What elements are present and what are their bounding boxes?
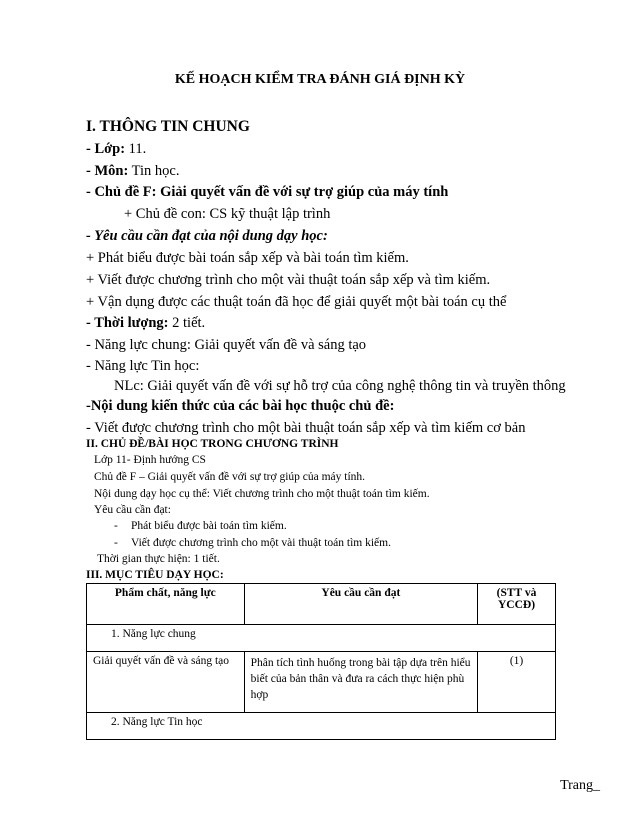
section2-bullet: Phát biểu được bài toán tìm kiếm. <box>131 520 287 532</box>
nangluc-tinhoc-line: - Năng lực Tin học: <box>86 358 200 374</box>
table-header: Phẩm chất, năng lực <box>87 584 245 625</box>
section3-heading: III. MỤC TIÊU DẠY HỌC: <box>86 569 224 581</box>
chude-line: - Chủ đề F: Giải quyết vấn đề với sự trợ giúp của máy tính <box>86 184 449 200</box>
section2-heading: II. CHỦ ĐỀ/BÀI HỌC TRONG CHƯƠNG TRÌNH <box>86 438 339 450</box>
noidung-heading: -Nội dung kiến thức của các bài học thuộc chủ đề: <box>86 398 395 414</box>
lop-line <box>86 141 146 158</box>
thoiluong-value: 2 tiết. <box>168 315 206 331</box>
section2-line: Lớp 11- Định hướng CS <box>94 454 206 466</box>
yeucau-item: + Vận dụng được các thuật toán đã học để giải quyết một bài toán cụ thể <box>86 294 507 310</box>
nlc-line: NLc: Giải quyết vấn đề với sự hỗ trợ của công nghệ thông tin và truyền thông <box>114 378 566 394</box>
table-header-row <box>87 584 556 625</box>
lop-value: 11. <box>125 141 147 157</box>
table-group-row <box>87 625 556 652</box>
noidung-item: - Viết được chương trình cho một bài thuật toán sắp xếp và tìm kiếm cơ bản <box>86 420 526 436</box>
lop-label: - Lớp: <box>86 141 126 157</box>
mon-label: - Môn: <box>86 163 129 179</box>
section2-time: Thời gian thực hiện: 1 tiết. <box>97 553 220 565</box>
page-number: Trang_ <box>560 778 600 793</box>
table-header: Yêu cầu cần đạt <box>244 584 477 625</box>
thoiluong-line <box>86 315 205 332</box>
section2-bullet: Viết được chương trình cho một vài thuật toán tìm kiếm. <box>131 537 391 549</box>
document-title: KẾ HOẠCH KIỂM TRA ĐÁNH GIÁ ĐỊNH KỲ <box>174 72 466 87</box>
table-group-label: 1. Năng lực chung <box>87 625 556 652</box>
section2-line: Nội dung dạy học cụ thể: Viết chương trình cho một thuật toán tìm kiếm. <box>94 488 430 500</box>
yeucau-item: + Phát biểu được bài toán sắp xếp và bài toán tìm kiếm. <box>86 250 409 266</box>
chude-con-line: + Chủ đề con: CS kỹ thuật lập trình <box>124 206 331 222</box>
table-group-label: 2. Năng lực Tin học <box>87 713 556 740</box>
bullet-dash: - <box>114 537 118 549</box>
yeucau-heading: - Yêu cầu cần đạt của nội dung dạy học: <box>86 228 328 244</box>
section1-heading: I. THÔNG TIN CHUNG <box>86 118 250 135</box>
mon-value: Tin học. <box>128 163 180 179</box>
section2-line: Chủ đề F – Giải quyết vấn đề với sự trợ giúp của máy tính. <box>94 471 366 483</box>
nangluc-chung-line: - Năng lực chung: Giải quyết vấn đề và sáng tạo <box>86 337 367 353</box>
table-cell: Giải quyết vấn đề và sáng tạo <box>87 652 245 713</box>
thoiluong-label: - Thời lượng: <box>86 315 169 331</box>
section2-line: Yêu cầu cần đạt: <box>94 504 171 516</box>
table-cell: (1) <box>478 652 556 713</box>
bullet-dash: - <box>114 520 118 532</box>
objectives-table <box>86 583 556 740</box>
yeucau-item: + Viết được chương trình cho một vài thuật toán sắp xếp và tìm kiếm. <box>86 272 491 288</box>
table-row <box>87 652 556 713</box>
mon-line <box>86 163 179 180</box>
table-header: (STT và YCCĐ) <box>478 584 556 625</box>
table-cell: Phân tích tình huống trong bài tập dựa trên hiểu biết của bản thân và đưa ra cách thực hiện phù hợp <box>244 652 477 713</box>
table-group-row <box>87 713 556 740</box>
